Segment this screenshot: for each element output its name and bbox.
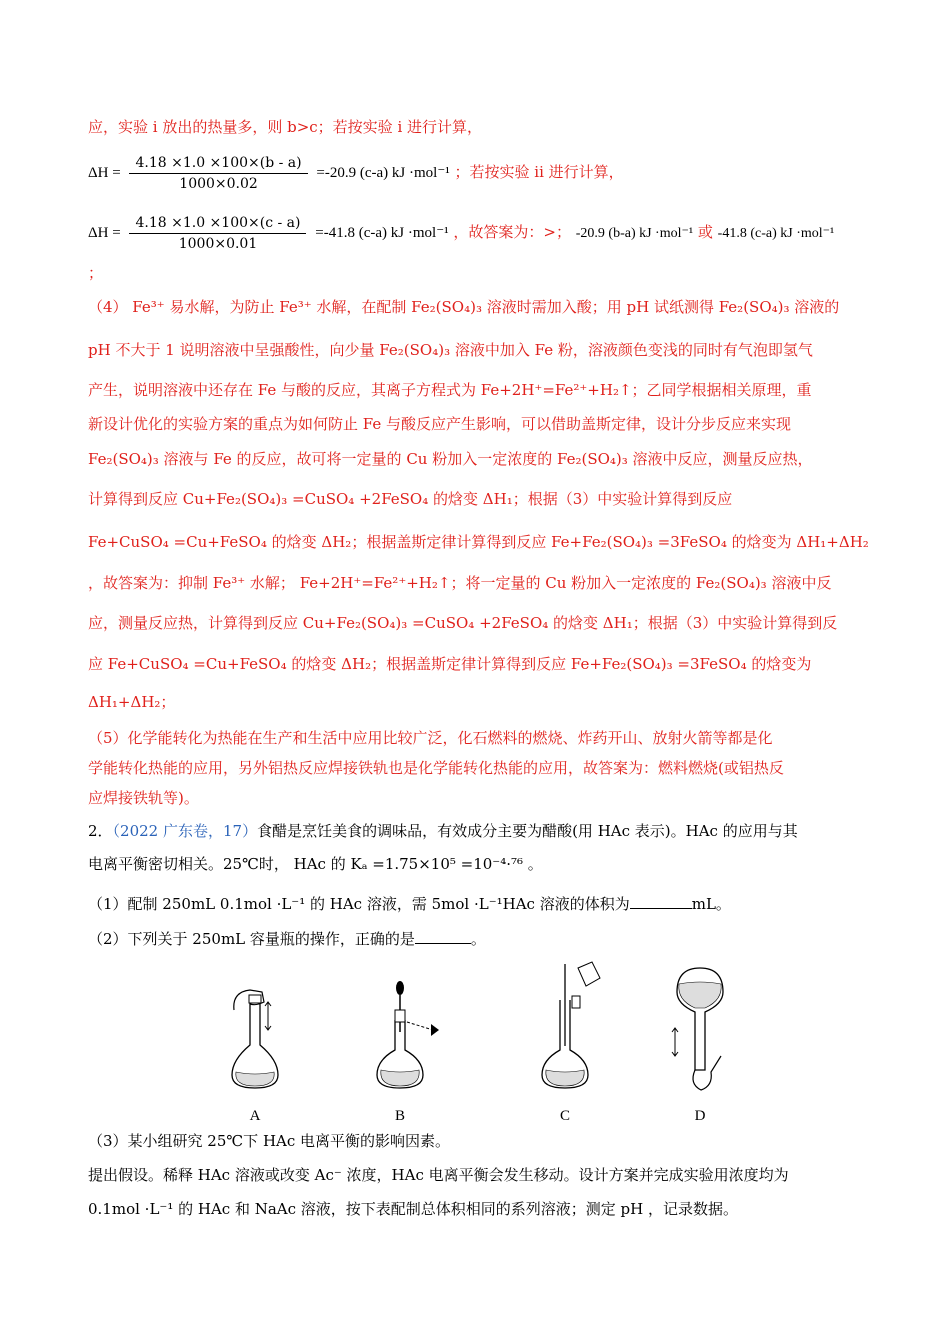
question-source: （2022 广东卷，17）	[112, 822, 258, 840]
figure-c-label: C	[559, 1108, 570, 1124]
semicolon-line: ；	[88, 264, 104, 282]
question-2-text-1: 食醋是烹饪美食的调味品，有效成分主要为醋酸(用 HAc 表示)。HAc 的应用与其	[257, 822, 798, 840]
part4-line-7: Fe+CuSO₄ =Cu+FeSO₄ 的焓变 ΔH₂；根据盖斯定律计算得到反应 Fe+Fe₂(SO₄)₃ =3FeSO₄ 的焓变为 ΔH₁+ΔH₂	[88, 533, 869, 551]
part4-line-5: Fe₂(SO₄)₃ 溶液与 Fe 的反应，故可将一定量的 Cu 粉加入一定浓度的 Fe₂(SO₄)₃ 溶液中反应，测量反应热，	[88, 450, 813, 468]
part4-line-11: ΔH₁+ΔH₂；	[88, 693, 176, 711]
part4-line-9: 应，测量反应热，计算得到反应 Cu+Fe₂(SO₄)₃ =CuSO₄ +2FeSO₄ 的焓变 ΔH₁；根据（3）中实验计算得到反	[88, 614, 838, 632]
eq2-or: 或	[697, 223, 713, 241]
part5-line-3: 应焊接铁轨等)。	[88, 789, 199, 807]
eq2-rhs: =-41.8 (c-a) kJ ·mol⁻¹	[315, 225, 449, 241]
question-2-line-1	[88, 820, 868, 842]
figure-b	[345, 960, 455, 1125]
eq1-rhs: =-20.9 (c-a) kJ ·mol⁻¹	[316, 165, 450, 181]
figure-a-label: A	[249, 1108, 261, 1124]
figure-c	[510, 960, 620, 1125]
eq2-lhs: ΔH =	[88, 225, 121, 241]
eq1-denominator: 1000×0.02	[179, 175, 258, 192]
subquestion-1-unit: mL。	[691, 895, 731, 913]
part5-line-2: 学能转化热能的应用，另外铝热反应焊接铁轨也是化学能转化热能的应用，故答案为：燃料燃烧(或铝热反	[88, 759, 784, 777]
subquestion-1-text: （1）配制 250mL 0.1mol ·L⁻¹ 的 HAc 溶液，需 5mol ·L⁻¹HAc 溶液的体积为	[88, 895, 630, 913]
hypothesis-line-2: 0.1mol ·L⁻¹ 的 HAc 和 NaAc 溶液，按下表配制总体积相同的系列溶液；测定 pH ，记录数据。	[88, 1200, 739, 1218]
eq1-fraction	[129, 153, 307, 194]
part4-line-1: （4） Fe³⁺ 易水解，为防止 Fe³⁺ 水解，在配制 Fe₂(SO₄)₃ 溶液时需加入酸；用 pH 试纸测得 Fe₂(SO₄)₃ 溶液的	[88, 298, 840, 316]
part4-line-2: pH 不大于 1 说明溶液中呈强酸性，向少量 Fe₂(SO₄)₃ 溶液中加入 Fe 粉，溶液颜色变浅的同时有气泡即氢气	[88, 341, 813, 359]
flask-b-icon	[355, 960, 445, 1100]
part4-line-4: 新设计优化的实验方案的重点为如何防止 Fe 与酸反应产生影响，可以借助盖斯定律，设计分步反应来实现	[88, 415, 792, 433]
equation-1	[88, 150, 868, 194]
flask-c-icon	[520, 960, 610, 1100]
subquestion-1	[88, 893, 868, 915]
flask-figures	[200, 960, 760, 1125]
part4-line-3: 产生，说明溶液中还存在 Fe 与酸的反应，其离子方程式为 Fe+2H⁺=Fe²⁺+H₂↑；乙同学根据相关原理，重	[88, 381, 812, 399]
subquestion-2	[88, 928, 868, 950]
eq1-numerator: 4.18 ×1.0 ×100×(b - a)	[129, 153, 307, 174]
eq2-tail: ，故答案为：>；	[453, 223, 571, 241]
eq2-numerator: 4.18 ×1.0 ×100×(c - a)	[129, 213, 306, 234]
figure-d	[645, 960, 755, 1125]
eq2-answer-1: -20.9 (b-a) kJ ·mol⁻¹	[575, 226, 694, 241]
equation-2	[88, 210, 868, 254]
eq1-tail: ；若按实验 ii 进行计算，	[454, 163, 624, 181]
flask-d-icon	[655, 960, 745, 1100]
eq2-fraction	[129, 213, 306, 254]
question-2-line-2: 电离平衡密切相关。25℃时， HAc 的 Kₐ =1.75×10⁵ =10⁻⁴·⁷⁶ 。	[88, 855, 543, 873]
part4-line-6: 计算得到反应 Cu+Fe₂(SO₄)₃ =CuSO₄ +2FeSO₄ 的焓变 ΔH₁；根据（3）中实验计算得到反应	[88, 490, 733, 508]
figure-d-label: D	[694, 1108, 706, 1124]
subquestion-2-end: 。	[470, 930, 486, 948]
subquestion-3: （3）某小组研究 25℃下 HAc 电离平衡的影响因素。	[88, 1132, 451, 1150]
figure-b-label: B	[394, 1108, 405, 1124]
figure-a	[200, 960, 310, 1125]
answer-blank-2[interactable]	[415, 929, 471, 944]
eq1-lhs: ΔH =	[88, 165, 121, 181]
answer-line-1: 应，实验 i 放出的热量多，则 b>c；若按实验 i 进行计算，	[88, 118, 483, 136]
hypothesis-line-1: 提出假设。稀释 HAc 溶液或改变 Ac⁻ 浓度，HAc 电离平衡会发生移动。设计方案并完成实验用浓度均为	[88, 1166, 789, 1184]
question-number: 2．	[88, 822, 113, 840]
subquestion-2-text: （2）下列关于 250mL 容量瓶的操作，正确的是	[88, 930, 415, 948]
part4-line-8: ，故答案为：抑制 Fe³⁺ 水解； Fe+2H⁺=Fe²⁺+H₂↑；将一定量的 Cu 粉加入一定浓度的 Fe₂(SO₄)₃ 溶液中反	[88, 574, 832, 592]
eq2-answer-2: -41.8 (c-a) kJ ·mol⁻¹	[717, 226, 835, 241]
eq2-denominator: 1000×0.01	[178, 235, 258, 252]
part4-line-10: 应 Fe+CuSO₄ =Cu+FeSO₄ 的焓变 ΔH₂；根据盖斯定律计算得到反应 Fe+Fe₂(SO₄)₃ =3FeSO₄ 的焓变为	[88, 655, 812, 673]
flask-a-icon	[210, 960, 300, 1100]
part5-line-1: （5）化学能转化为热能在生产和生活中应用比较广泛，化石燃料的燃烧、炸药开山、放射火箭等都是化	[88, 729, 773, 747]
answer-blank-1[interactable]	[630, 894, 692, 909]
